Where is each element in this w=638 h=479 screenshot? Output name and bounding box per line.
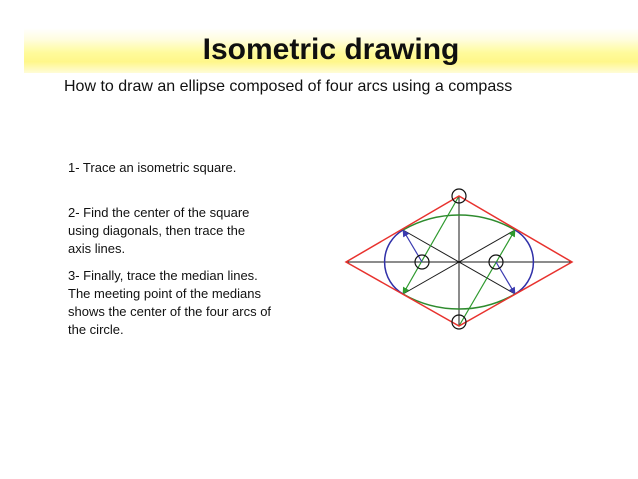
page-subtitle: How to draw an ellipse composed of four arcs using a compass: [64, 78, 513, 95]
median-green-right: [459, 230, 515, 326]
step-2-text: 2- Find the center of the square using diagonals, then trace the axis lines.: [68, 205, 250, 256]
median-blue-right: [496, 262, 515, 294]
step-3-text: 3- Finally, trace the median lines. The meeting point of the medians shows the center of the four arcs of the circle.: [68, 268, 272, 337]
median-blue-left: [403, 230, 422, 262]
page-title: Isometric drawing: [202, 33, 460, 66]
step-1-text: 1- Trace an isometric square.: [68, 160, 237, 175]
